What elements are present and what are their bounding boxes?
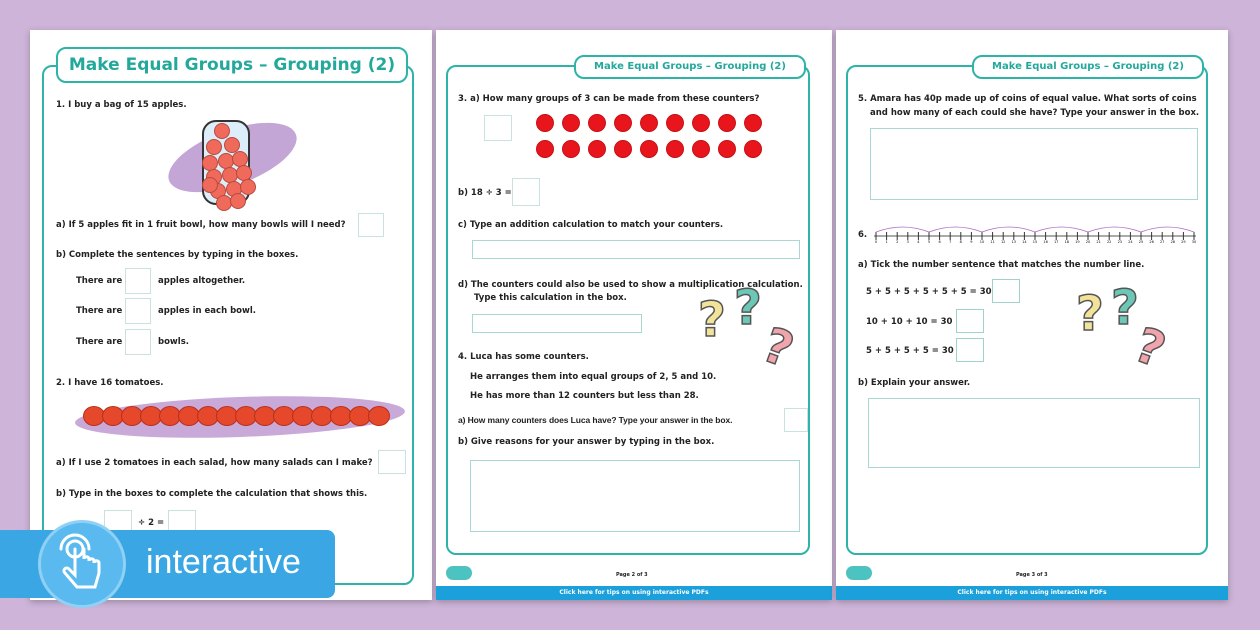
number-line-label: 10	[979, 240, 985, 244]
explain-textarea[interactable]	[868, 398, 1200, 468]
twinkl-logo	[846, 566, 872, 580]
number-line-label: 22	[1106, 240, 1112, 244]
number-line-label: 5	[927, 240, 931, 244]
worksheet-page-1	[30, 30, 432, 600]
number-line-label: 23	[1117, 240, 1123, 244]
answer-box-1a[interactable]	[358, 213, 384, 237]
number-line-label: 29	[1181, 240, 1186, 244]
number-line-label: 6	[938, 240, 941, 244]
apple	[230, 193, 246, 209]
question-2b: b) Type in the boxes to complete the calculation that shows this.	[56, 489, 368, 499]
question-4b: b) Give reasons for your answer by typing in the box.	[458, 437, 715, 447]
counter	[640, 114, 658, 132]
question-6b: b) Explain your answer.	[858, 378, 971, 388]
answer-box-1b-3[interactable]	[125, 329, 151, 355]
tick-box-2[interactable]	[956, 309, 984, 333]
number-line-label: 9	[970, 240, 973, 244]
number-line-label: 0	[874, 240, 878, 244]
number-line-jump	[929, 227, 982, 232]
number-line-label: 25	[1138, 240, 1144, 244]
number-line-label: 14	[1022, 240, 1027, 244]
page-title: Make Equal Groups – Grouping (2)	[574, 55, 806, 79]
number-line-label: 13	[1011, 240, 1017, 244]
counter	[718, 114, 736, 132]
counter	[588, 114, 606, 132]
answer-box-4a[interactable]	[784, 408, 808, 432]
counter	[744, 114, 762, 132]
reasons-textarea[interactable]	[470, 460, 800, 532]
number-line-label: 20	[1085, 240, 1091, 244]
sentence-ending: apples altogether.	[158, 276, 246, 286]
page-title: Make Equal Groups – Grouping (2)	[56, 47, 408, 83]
number-line-label: 4	[917, 240, 920, 244]
number-line-label: 17	[1053, 240, 1059, 244]
counter	[536, 140, 554, 158]
question-3a: 3. a) How many groups of 3 can be made from these counters?	[458, 94, 760, 104]
apple	[202, 177, 218, 193]
number-sentence-1: 5 + 5 + 5 + 5 + 5 + 5 = 30	[866, 287, 992, 297]
number-line-label: 8	[959, 240, 962, 244]
question-4-line: He has more than 12 counters but less than 28.	[470, 391, 699, 401]
number-line-label: 19	[1075, 240, 1080, 244]
answer-box-3a[interactable]	[484, 115, 512, 141]
twinkl-logo	[446, 566, 472, 580]
page-number: Page 2 of 3	[616, 572, 648, 578]
number-line-label: 30	[1191, 240, 1197, 244]
tomatoes-image	[75, 392, 405, 442]
touch-hand-icon	[38, 520, 126, 608]
answer-box-1b-2[interactable]	[125, 298, 151, 324]
counter	[640, 140, 658, 158]
tomato	[368, 406, 390, 426]
number-line-label: 11	[990, 240, 995, 244]
question-4: 4. Luca has some counters.	[458, 352, 589, 362]
apple-bag-image	[160, 115, 300, 205]
sentence-ending: bowls.	[158, 337, 189, 347]
question-3c: c) Type an addition calculation to match your counters.	[458, 220, 724, 230]
counter	[666, 140, 684, 158]
counter	[666, 114, 684, 132]
question-4a: a) How many counters does Luca have? Type your answer in the box.	[458, 415, 733, 425]
question-4-line: He arranges them into equal groups of 2, 5 and 10.	[470, 372, 717, 382]
multiplication-input[interactable]	[472, 314, 642, 333]
question-2: 2. I have 16 tomatoes.	[56, 378, 164, 388]
page-number: Page 3 of 3	[1016, 572, 1048, 578]
counter	[692, 140, 710, 158]
number-line-label: 24	[1128, 240, 1133, 244]
apple	[240, 179, 256, 195]
counter	[692, 114, 710, 132]
number-line-jump	[1141, 227, 1194, 232]
number-line-jump	[982, 227, 1035, 232]
question-1b: b) Complete the sentences by typing in the boxes.	[56, 250, 299, 260]
question-6a: a) Tick the number sentence that matches the number line.	[858, 260, 1145, 270]
answer-box-1b-1[interactable]	[125, 268, 151, 294]
worksheet-page-3: Make Equal Groups – Grouping (2) 5. Amara has 40p made up of coins of equal value. What sorts of coins and how many of each could she have? Type your answer in the box. 6. 0 1 2 3 4 5 6 7 8 9 10 11 12 13 14 15 16 17 18 19 20 21 22 23 24 25 26 27 28 29 30 a) Tick the number sentence that matches the number line. 5 + 5 + 5 + 5 + 5 + 5 = 30 10 + 10 + 10 = 30 5 + 5 + 5 + 5 = 30 ? ? ? b) Explain your answer. Page 3 of 3 Click here for tips on using interactive PDFs	[836, 30, 1228, 600]
question-6: 6.	[858, 230, 868, 240]
tips-link[interactable]: Click here for tips on using interactive PDFs	[436, 586, 832, 600]
question-3d: d) The counters could also be used to show a multiplication calculation.	[458, 280, 803, 290]
apple	[214, 123, 230, 139]
number-line-jump	[876, 227, 929, 232]
answer-box-3b[interactable]	[512, 178, 540, 206]
question-1: 1. I buy a bag of 15 apples.	[56, 100, 187, 110]
answer-box-2a[interactable]	[378, 450, 406, 474]
addition-input[interactable]	[472, 240, 800, 259]
counter	[588, 140, 606, 158]
question-5-line2: and how many of each could she have? Type your answer in the box.	[870, 108, 1200, 118]
question-5: 5. Amara has 40p made up of coins of equal value. What sorts of coins	[858, 94, 1197, 104]
calculation-text: ÷ 2 =	[138, 518, 165, 528]
sentence-label: There are	[76, 337, 123, 347]
counter	[562, 140, 580, 158]
number-line-label: 15	[1032, 240, 1038, 244]
number-line-label: 18	[1064, 240, 1070, 244]
question-3d-line2: Type this calculation in the box.	[474, 293, 627, 303]
worksheet-page-2: Make Equal Groups – Grouping (2) 3. a) How many groups of 3 can be made from these counters? b) 18 ÷ 3 = c) Type an addition calculation to match your counters. d) The counters could also be used to show a multiplication calculation. Type this calculation in the box. ? ? ? 4. Luca has some counters. He arranges them into equal groups of 2, 5 and 10. He has more than 12 counters but less than 28. a) How many counters does Luca have? Type your answer in the box. b) Give reasons for your answer by typing in the box. Page 2 of 3 Click here for tips on using interactive PDFs	[436, 30, 832, 600]
tick-box-3[interactable]	[956, 338, 984, 362]
number-line-label: 3	[906, 240, 909, 244]
counter	[744, 140, 762, 158]
number-line-jump	[1035, 227, 1088, 232]
tips-link[interactable]: Click here for tips on using interactive PDFs	[836, 586, 1228, 600]
question-2a: a) If I use 2 tomatoes in each salad, how many salads can I make?	[56, 458, 373, 468]
counter	[614, 140, 632, 158]
apple	[206, 139, 222, 155]
number-line-label: 28	[1170, 240, 1176, 244]
number-line-label: 2	[896, 240, 899, 244]
number-sentence-3: 5 + 5 + 5 + 5 = 30	[866, 346, 954, 356]
counter	[536, 114, 554, 132]
number-sentence-2: 10 + 10 + 10 = 30	[866, 317, 953, 327]
coins-answer-textarea[interactable]	[870, 128, 1198, 200]
question-1a: a) If 5 apples fit in 1 fruit bowl, how many bowls will I need?	[56, 220, 346, 230]
counter	[614, 114, 632, 132]
question-3b: b) 18 ÷ 3 =	[458, 188, 512, 198]
interactive-label: interactive	[146, 543, 301, 581]
counter	[718, 140, 736, 158]
number-line-label: 12	[1000, 240, 1006, 244]
number-line-label: 7	[949, 240, 952, 244]
number-line-label: 21	[1096, 240, 1101, 244]
sentence-label: There are	[76, 276, 123, 286]
number-line-label: 26	[1149, 240, 1154, 244]
number-line	[872, 220, 1198, 244]
sentence-label: There are	[76, 306, 123, 316]
tick-box-1[interactable]	[992, 279, 1020, 303]
sentence-ending: apples in each bowl.	[158, 306, 256, 316]
counter	[562, 114, 580, 132]
page-title: Make Equal Groups – Grouping (2)	[972, 55, 1204, 79]
number-line-label: 27	[1159, 240, 1165, 244]
number-line-label: 1	[885, 240, 888, 244]
number-line-label: 16	[1043, 240, 1048, 244]
number-line-jump	[1088, 227, 1141, 232]
